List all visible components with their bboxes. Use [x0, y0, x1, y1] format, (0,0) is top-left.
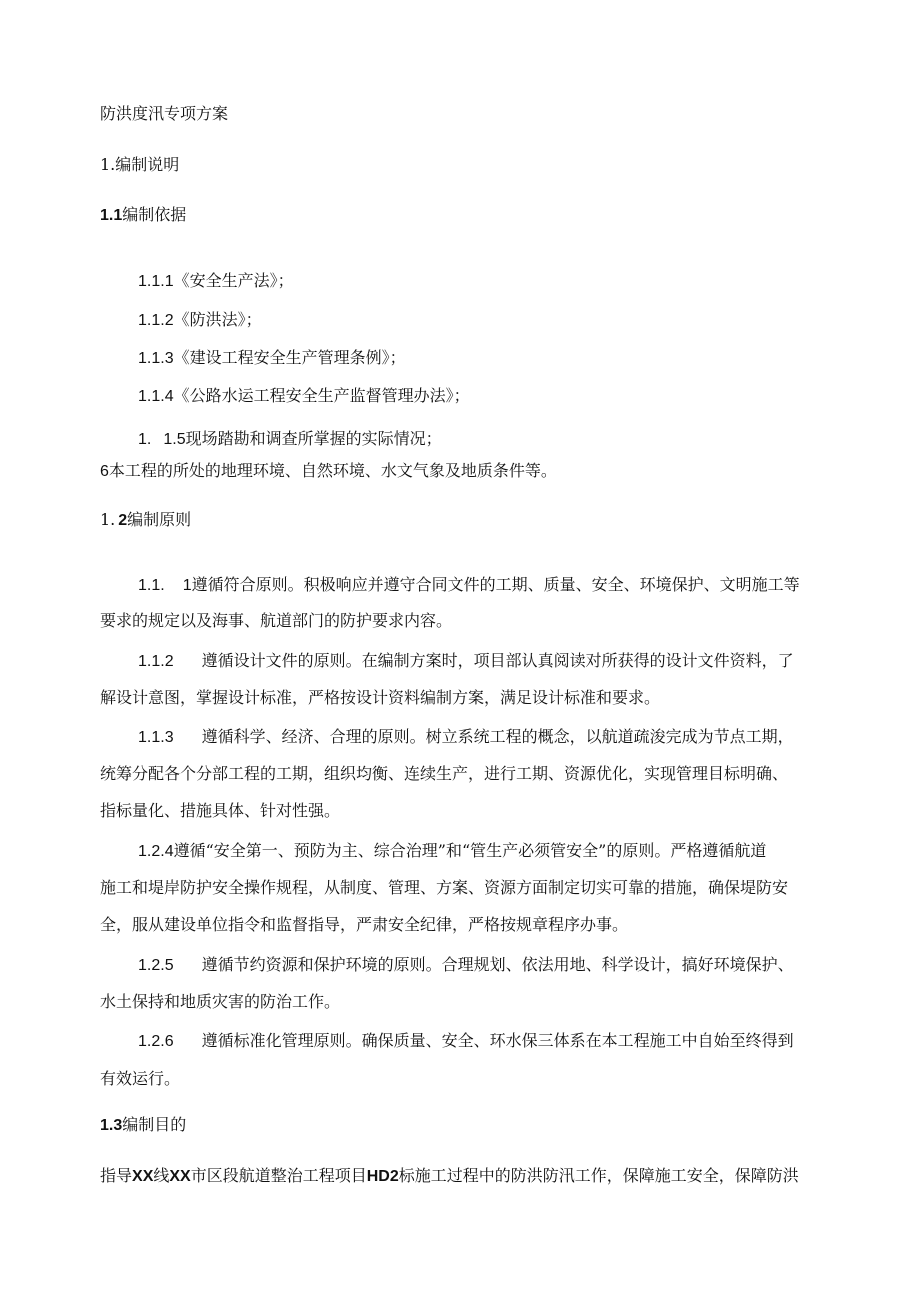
- principle-4-line-2: 施工和堤岸防护安全操作规程，从制度、管理、方案、资源方面制定切实可靠的措施，确保堤防安: [100, 878, 789, 897]
- principle-6-line-1: [138, 1031, 794, 1052]
- purpose-text: 标施工过程中的防洪防汛工作，保障施工安全，保障防洪: [398, 1166, 799, 1185]
- item-number: 1.: [138, 431, 152, 448]
- basis-item-6: [100, 461, 557, 482]
- heading-section-1: [100, 155, 179, 175]
- heading-section-1-2: [100, 510, 191, 531]
- heading-number: 1.1: [100, 207, 123, 224]
- item-number: 1: [182, 577, 192, 594]
- heading-number: 1.3: [100, 1117, 123, 1134]
- item-number: 1.1.3: [138, 350, 174, 367]
- purpose-code: HD2: [366, 1168, 399, 1185]
- item-number: 1.2.6: [138, 1033, 174, 1050]
- principle-3-line-3: 指标量化、措施具体、针对性强。: [100, 801, 341, 820]
- principle-3-line-2: 统筹分配各个分部工程的工期，组织均衡、连续生产，进行工期、资源优化，实现管理目标明确、: [100, 764, 789, 783]
- item-number: 1.1.2: [138, 653, 174, 670]
- heading-text: 编制目的: [122, 1115, 187, 1134]
- principle-2-line-2: 解设计意图，掌握设计标准，严格按设计资料编制方案，满足设计标准和要求。: [100, 688, 661, 707]
- item-number: 1.1.1: [138, 273, 174, 290]
- heading-section-1-1: [100, 205, 186, 226]
- purpose-text: 指导: [100, 1166, 133, 1185]
- principle-1-line-2: 要求的规定以及海事、航道部门的防护要求内容。: [100, 611, 453, 630]
- basis-item-4: [138, 386, 470, 407]
- principle-5-line-1: [138, 955, 794, 976]
- principle-6-line-2: 有效运行。: [100, 1069, 181, 1088]
- item-text: 《安全生产法》；: [173, 271, 294, 290]
- item-number: 1.1.2: [138, 312, 174, 329]
- basis-item-2: [138, 310, 262, 331]
- item-number: 1.2.5: [138, 957, 174, 974]
- heading-text: 编制依据: [122, 205, 187, 224]
- item-number: 6: [100, 463, 109, 480]
- principle-4-line-1: [138, 841, 766, 862]
- item-text: 遵循“安全第一、预防为主、综合治理”和“管生产必须管安全”的原则。严格遵循航道: [173, 841, 767, 860]
- item-text: 遵循符合原则。积极响应并遵守合同文件的工期、质量、安全、环境保护、文明施工等: [191, 575, 800, 594]
- purpose-code: XX: [169, 1168, 191, 1185]
- item-number: 1.1.4: [138, 388, 174, 405]
- item-text: 现场踏勘和调查所掌握的实际情况；: [185, 429, 442, 448]
- item-text: 《防洪法》；: [173, 310, 262, 329]
- heading-section-1-3: [100, 1115, 186, 1136]
- item-text: 本工程的所处的地理环境、自然环境、水文气象及地质条件等。: [108, 461, 557, 480]
- principle-1-line-1: [138, 575, 800, 596]
- item-number: 1.1.3: [138, 729, 174, 746]
- heading-number: 2: [118, 512, 128, 529]
- item-text: 遵循节约资源和保护环境的原则。合理规划、依法用地、科学设计，搞好环境保护、: [201, 955, 794, 974]
- item-text: 遵循科学、经济、合理的原则。树立系统工程的概念，以航道疏浚完成为节点工期，: [201, 727, 794, 746]
- basis-item-1: [138, 271, 294, 292]
- principle-2-line-1: [138, 651, 794, 672]
- basis-item-5: [138, 429, 442, 450]
- item-number: 1.5: [163, 431, 186, 448]
- purpose-text: 市区段航道整治工程项目: [190, 1166, 367, 1185]
- principle-4-line-3: 全，服从建设单位指令和监督指导，严肃安全纪律，严格按规章程序办事。: [100, 915, 629, 934]
- purpose-text: 线: [153, 1166, 170, 1185]
- document-title: 防洪度汛专项方案: [100, 104, 229, 123]
- principle-5-line-2: 水土保持和地质灾害的防治工作。: [100, 992, 341, 1011]
- purpose-code: XX: [132, 1168, 154, 1185]
- basis-item-3: [138, 348, 406, 369]
- heading-text: 编制说明: [115, 155, 180, 174]
- heading-number: 1.: [100, 155, 116, 174]
- principle-3-line-1: [138, 727, 794, 748]
- purpose-paragraph: [100, 1166, 799, 1187]
- heading-number: 1.: [100, 510, 116, 529]
- item-text: 遵循标准化管理原则。确保质量、安全、环水保三体系在本工程施工中自始至终得到: [201, 1031, 794, 1050]
- heading-text: 编制原则: [127, 510, 192, 529]
- item-text: 遵循设计文件的原则。在编制方案时，项目部认真阅读对所获得的设计文件资料，了: [201, 651, 794, 670]
- item-text: 《建设工程安全生产管理条例》；: [173, 348, 406, 367]
- item-number: 1.2.4: [138, 843, 174, 860]
- item-number: 1.1.: [138, 577, 165, 594]
- item-text: 《公路水运工程安全生产监督管理办法》；: [173, 386, 470, 405]
